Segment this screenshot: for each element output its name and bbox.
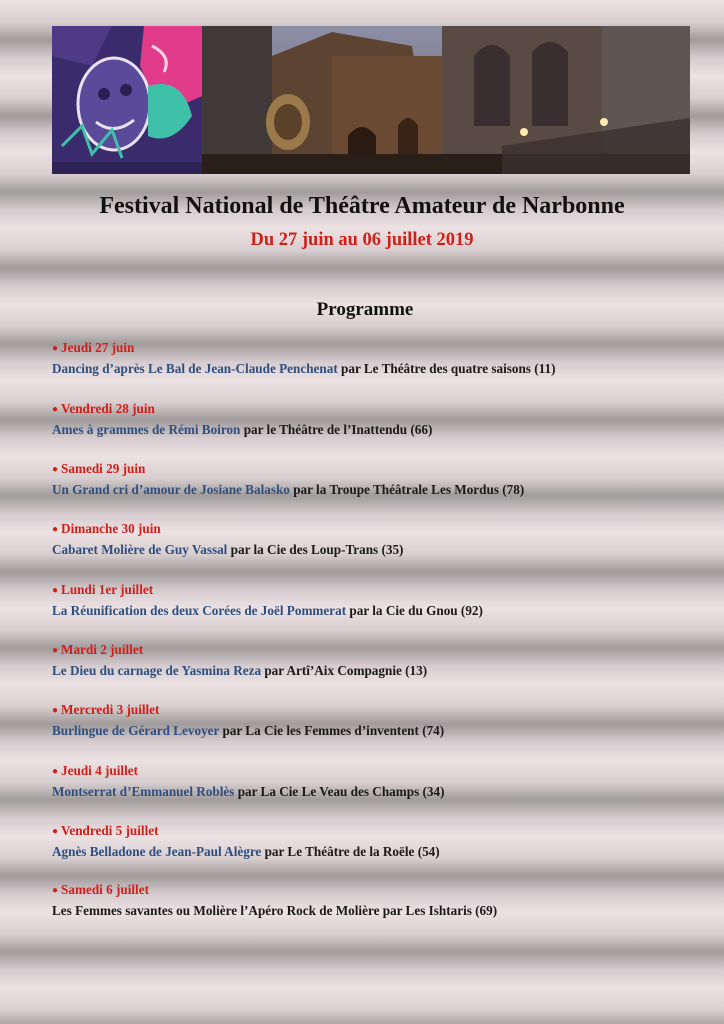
event-work: Ames à grammes de Rémi Boiron (52, 422, 241, 437)
festival-poster-image (52, 26, 202, 174)
event-entry (52, 399, 702, 440)
event-entry (52, 519, 702, 560)
festival-title: Festival National de Théâtre Amateur de Narbonne (99, 193, 625, 219)
event-work: Un Grand cri d’amour de Josiane Balasko (52, 482, 290, 497)
cathedral-night-photo-icon (202, 26, 690, 174)
event-description (52, 359, 702, 379)
event-company: par Le Théâtre des quatre saisons (11) (337, 361, 556, 376)
event-day: ● Dimanche 30 juin (52, 521, 161, 536)
event-entry (52, 580, 702, 621)
event-company: par La Cie Le Veau des Champs (34) (234, 784, 445, 799)
bullet-icon: ● (52, 826, 59, 837)
event-work: Montserrat d’Emmanuel Roblès (52, 784, 235, 799)
event-description (52, 782, 702, 802)
bullet-icon: ● (52, 524, 59, 535)
event-entry (52, 880, 702, 921)
bullet-icon: ● (52, 766, 59, 777)
bullet-icon: ● (52, 705, 59, 716)
event-company: par Le Théâtre de la Roële (54) (261, 844, 440, 859)
event-day: ● Samedi 6 juillet (52, 882, 149, 897)
event-entry (52, 700, 702, 741)
event-company: par La Cie les Femmes d’inventent (74) (219, 723, 445, 738)
event-description (52, 420, 702, 440)
event-entry (52, 761, 702, 802)
bullet-icon: ● (52, 343, 59, 354)
event-company: par le Théâtre de l’Inattendu (66) (240, 422, 433, 437)
event-day: ● Mardi 2 juillet (52, 642, 144, 657)
bullet-icon: ● (52, 404, 59, 415)
event-day: ● Jeudi 27 juin (52, 340, 135, 355)
event-day: ● Lundi 1er juillet (52, 582, 154, 597)
event-company: par la Troupe Théâtrale Les Mordus (78) (289, 482, 525, 497)
event-description (52, 601, 702, 621)
event-work: Le Dieu du carnage de Yasmina Reza (52, 663, 262, 678)
event-description (52, 901, 702, 921)
event-entry (52, 459, 702, 500)
bullet-icon: ● (52, 464, 59, 475)
event-company: par la Cie du Gnou (92) (346, 603, 483, 618)
programme-heading: Programme (316, 299, 414, 320)
event-work: Cabaret Molière de Guy Vassal (52, 542, 228, 557)
event-day: ● Mercredi 3 juillet (52, 702, 160, 717)
bullet-icon: ● (52, 885, 59, 896)
event-day: ● Jeudi 4 juillet (52, 763, 138, 778)
event-description (52, 480, 702, 500)
festival-dates: Du 27 juin au 06 juillet 2019 (250, 230, 474, 250)
event-description (52, 842, 702, 862)
event-description (52, 540, 702, 560)
event-entry (52, 821, 702, 862)
event-day: ● Samedi 29 juin (52, 461, 146, 476)
header-banner (52, 26, 690, 174)
bullet-icon: ● (52, 585, 59, 596)
event-company: par Artî’Aix Compagnie (13) (261, 663, 428, 678)
poster-art-icon (52, 26, 202, 174)
event-work: La Réunification des deux Corées de Joël Pommerat (52, 603, 347, 618)
event-description (52, 661, 702, 681)
event-description (52, 721, 702, 741)
event-work: Agnès Belladone de Jean-Paul Alègre (52, 844, 262, 859)
cathedral-photo (202, 26, 690, 174)
event-day: ● Vendredi 5 juillet (52, 823, 159, 838)
event-company: Les Femmes savantes ou Molière l’Apéro Rock de Molière par Les Ishtaris (69) (52, 903, 498, 918)
event-company: par la Cie des Loup-Trans (35) (227, 542, 404, 557)
event-entry (52, 338, 702, 379)
bullet-icon: ● (52, 645, 59, 656)
event-entry (52, 640, 702, 681)
event-work: Burlingue de Gérard Levoyer (52, 723, 220, 738)
event-day: ● Vendredi 28 juin (52, 401, 155, 416)
event-work: Dancing d’après Le Bal de Jean-Claude Penchenat (52, 361, 338, 376)
